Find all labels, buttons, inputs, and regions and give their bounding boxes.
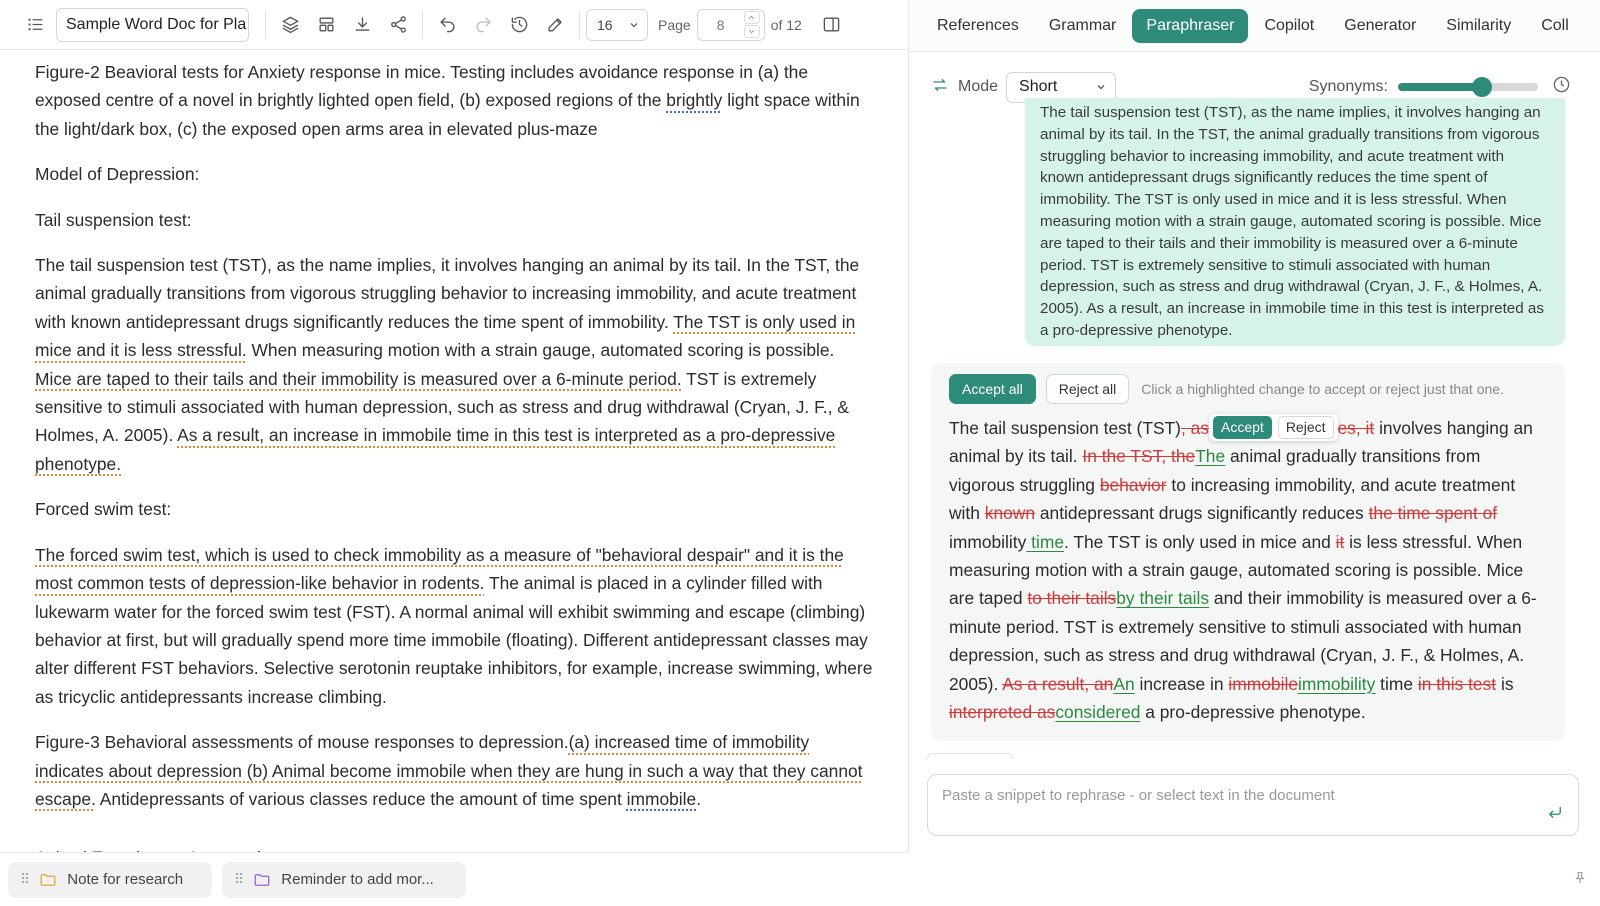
- rephrase-input[interactable]: [942, 787, 1522, 823]
- spelling-suggestion[interactable]: immobile: [626, 788, 697, 809]
- note-chip[interactable]: [222, 862, 466, 898]
- split-view-icon[interactable]: [814, 7, 850, 43]
- text-run: When measuring motion with a strain gauge, automated scoring is possible.: [246, 340, 835, 361]
- layout-template-icon[interactable]: [308, 7, 344, 43]
- swap-arrows-icon: [931, 76, 949, 99]
- deleted-text[interactable]: As a result, an: [1002, 673, 1114, 694]
- history-clock-icon[interactable]: [1552, 75, 1571, 99]
- deleted-text[interactable]: in this test: [1417, 673, 1497, 694]
- deleted-text[interactable]: to their tails: [1027, 588, 1117, 609]
- synonyms-slider[interactable]: [1398, 83, 1538, 91]
- deleted-text[interactable]: In the TST, the: [1082, 446, 1196, 467]
- inserted-text[interactable]: by their tails: [1116, 588, 1210, 609]
- reject-all-button[interactable]: Reject all: [1046, 374, 1130, 404]
- slider-knob[interactable]: [1472, 77, 1492, 97]
- unchanged-text: . The TST is only used in mice and: [1064, 531, 1336, 552]
- font-size-value: 16: [597, 16, 613, 33]
- text-run: Figure-3 Behavioral assessments of mouse responses to depression.: [35, 732, 569, 753]
- text-run: The animal is placed in a cylinder filled with lukewarm water for the forced swim test (FST). A normal animal will exhibit swimming and escape (climbing) behavior at first, but will gradually spend more time immobile (floating). Different antidepressant classes may alter different FST behaviors. Selective serotonin reuptake inhibitors, for example, increase swimming, where as tricyclic antidepressants increase climbing.: [35, 573, 873, 707]
- undo-icon[interactable]: [429, 7, 465, 43]
- diff-text: [949, 414, 1547, 726]
- page-label: Page: [658, 16, 691, 33]
- assistant-pane: [909, 0, 1600, 906]
- unchanged-text: a pro-depressive phenotype.: [1140, 702, 1366, 723]
- share-icon[interactable]: [380, 7, 416, 43]
- reject-change-button[interactable]: Reject: [1278, 416, 1334, 439]
- drag-handle-icon[interactable]: ⠿: [234, 871, 244, 887]
- unchanged-text: and their immobility is measured over a 6-minute period. TST is extremely sensitive to stimuli associated with human depression, such as stress and drug withdrawal (Cryan, J. F., & Holmes, A. 2005).: [949, 588, 1537, 694]
- tab-similarity[interactable]: Similarity: [1446, 16, 1512, 34]
- unchanged-text: antidepressant drugs significantly reduces: [1035, 503, 1369, 524]
- spelling-suggestion[interactable]: brightly: [666, 90, 723, 111]
- history-icon[interactable]: [501, 7, 537, 43]
- chevron-down-icon: [628, 19, 640, 31]
- chevron-down-icon: [1095, 81, 1107, 93]
- deleted-text[interactable]: immobile: [1228, 673, 1298, 694]
- deleted-text[interactable]: es, it: [1337, 418, 1375, 438]
- unchanged-text: increase in: [1134, 673, 1229, 694]
- unchanged-text: to increasing immobility, and acute treatment with: [949, 474, 1516, 524]
- tab-copilot[interactable]: Copilot: [1264, 16, 1315, 34]
- grammar-suggestion[interactable]: (a) increased time of immobility indicates about depression (b) Animal become immobile when they are hung in such a way that they cannot escape.: [35, 732, 863, 809]
- page-down-button[interactable]: [744, 25, 760, 38]
- accept-all-button[interactable]: Accept all: [949, 374, 1036, 404]
- mode-value: Short: [1019, 78, 1058, 95]
- deleted-text[interactable]: the time spent of: [1368, 503, 1498, 524]
- slider-fill: [1398, 83, 1482, 91]
- doc-paragraph: [35, 728, 875, 813]
- chevron-up-icon: [747, 13, 756, 22]
- doc-paragraph: [35, 251, 875, 478]
- text-run: TST is extremely sensitive to stimuli associated with human depression, such as stress and drug withdrawal (Cryan, J. F., & Holmes, A. 2005).: [35, 368, 849, 446]
- outline-list-icon[interactable]: [22, 7, 48, 43]
- grammar-suggestion[interactable]: Mice are taped to their tails and their immobility is measured over a 6-minute period.: [35, 368, 682, 389]
- grammar-suggestion[interactable]: The TST is only used in mice and it is less stressful.: [35, 311, 856, 361]
- unchanged-text: is less stressful. When measuring motion with a strain gauge, automated scoring is possible. Mice are taped: [949, 531, 1524, 609]
- assistant-tabs: [909, 0, 1600, 52]
- document-body[interactable]: [35, 58, 875, 830]
- chevron-down-icon: [747, 27, 756, 36]
- unchanged-text: is: [1496, 673, 1514, 694]
- tab-collaborate[interactable]: Coll: [1541, 16, 1569, 34]
- toolbar-divider: [265, 11, 266, 39]
- doc-paragraph: [35, 541, 875, 711]
- layers-icon[interactable]: [272, 7, 308, 43]
- doc-heading: Model of Depression:: [35, 164, 200, 185]
- doc-heading: Tail suspension test:: [35, 209, 192, 230]
- rephrase-input-box[interactable]: [927, 774, 1579, 836]
- changes-hint: Click a highlighted change to accept or reject just that one.: [1141, 381, 1504, 397]
- synonyms-label: Synonyms:: [1308, 78, 1388, 95]
- pin-icon[interactable]: [1572, 870, 1588, 891]
- text-run: Antidepressants of various classes reduce the amount of time spent: [95, 788, 627, 809]
- note-chip[interactable]: [8, 862, 212, 898]
- text-run: .: [696, 788, 702, 809]
- tab-references[interactable]: References: [937, 16, 1019, 34]
- deleted-text[interactable]: known: [984, 503, 1036, 524]
- editor-toolbar: [0, 0, 908, 50]
- redo-icon[interactable]: [465, 7, 501, 43]
- inserted-text[interactable]: The: [1195, 446, 1226, 467]
- unchanged-text: The tail suspension test (TST): [949, 418, 1181, 438]
- unchanged-text: involves hanging an animal by its tail.: [949, 418, 1533, 467]
- notes-bar: [0, 852, 908, 906]
- inserted-text[interactable]: time: [1026, 531, 1064, 552]
- change-actions: [949, 373, 1547, 405]
- enter-return-icon[interactable]: [1546, 803, 1564, 825]
- grammar-suggestion[interactable]: As a result, an increase in immobile time in this test is interpreted as a pro-depressive phenotype.: [35, 425, 836, 474]
- collapsed-tab-stub[interactable]: [927, 753, 1013, 759]
- drag-handle-icon[interactable]: ⠿: [20, 871, 30, 887]
- folder-icon: [253, 871, 271, 889]
- note-label: Note for research: [67, 871, 184, 888]
- mode-label: Mode: [958, 78, 999, 95]
- unchanged-text: immobility: [949, 531, 1027, 552]
- text-run: The tail suspension test (TST), as the name implies, it involves hanging an animal by its tail. In the TST, the animal gradually transitions from vigorous struggling behavior to increasing immobility, and acute treatment with known antidepressant drugs significantly reduces the time spent of immobility.: [35, 255, 860, 332]
- deleted-text[interactable]: interpreted as: [949, 702, 1056, 723]
- inserted-text[interactable]: An: [1113, 673, 1135, 694]
- page-number-stepper[interactable]: [697, 9, 765, 41]
- page-steps: [744, 11, 760, 38]
- grammar-suggestion[interactable]: The forced swim test, which is used to check immobility as a measure of "behavioral despair" and it is the most common tests of depression-like behavior in rodents.: [35, 544, 844, 594]
- inserted-text[interactable]: immobility: [1298, 673, 1376, 694]
- page-up-button[interactable]: [744, 11, 760, 24]
- text-run: light space within the light/dark box, (c) the exposed open arms area in elevated plus-maze: [35, 90, 860, 139]
- tab-paraphraser[interactable]: Paraphraser: [1132, 9, 1248, 43]
- toolbar-divider: [579, 11, 580, 39]
- inserted-text[interactable]: considered: [1055, 702, 1141, 723]
- changes-card: [931, 363, 1565, 741]
- tab-grammar[interactable]: Grammar: [1048, 16, 1117, 34]
- toolbar-divider: [422, 11, 423, 39]
- unchanged-text: time: [1375, 673, 1418, 694]
- download-icon[interactable]: [344, 7, 380, 43]
- tab-generator[interactable]: Generator: [1344, 16, 1417, 34]
- doc-heading: Forced swim test:: [35, 499, 172, 520]
- page-number-value[interactable]: 8: [716, 16, 725, 33]
- note-label: Reminder to add mor...: [281, 871, 434, 888]
- deleted-text[interactable]: it: [1335, 531, 1345, 552]
- doc-paragraph: [35, 58, 875, 143]
- document-title-input[interactable]: Sample Word Doc for Pla: [56, 8, 249, 42]
- text-run: Figure-2 Beavioral tests for Anxiety response in mice. Testing includes avoidance response in (a) the exposed centre of a novel in brightly lighted open field, (b) exposed regions of the: [35, 62, 808, 111]
- unchanged-text: animal gradually transitions from vigorous struggling: [949, 446, 1481, 495]
- deleted-text[interactable]: behavior: [1099, 474, 1167, 495]
- font-size-select[interactable]: [586, 9, 648, 41]
- page-total: of 12: [770, 16, 802, 33]
- edit-pen-icon[interactable]: [537, 7, 573, 43]
- folder-icon: [39, 871, 57, 889]
- change-popover: [1209, 414, 1338, 441]
- source-text-box: The tail suspension test (TST), as the name implies, it involves hanging an animal by its tail. In the TST, the animal gradually transitions from vigorous struggling behavior to increasing immobility, and acute treatment with known antidepressant drugs significantly reduces the time spent of immobility. The TST is only used in mice and it is less stressful. When measuring motion with a strain gauge, automated scoring is possible. Mice are taped to their tails and their immobility is measured over a 6-minute period. TST is extremely sensitive to stimuli associated with human depression, such as stress and drug withdrawal (Cryan, J. F., & Holmes, A. 2005). As a result, an increase in immobile time in this test is interpreted as a pro-depressive phenotype.: [1025, 98, 1565, 346]
- deleted-text[interactable]: , as: [1180, 418, 1209, 438]
- accept-change-button[interactable]: Accept: [1213, 416, 1272, 439]
